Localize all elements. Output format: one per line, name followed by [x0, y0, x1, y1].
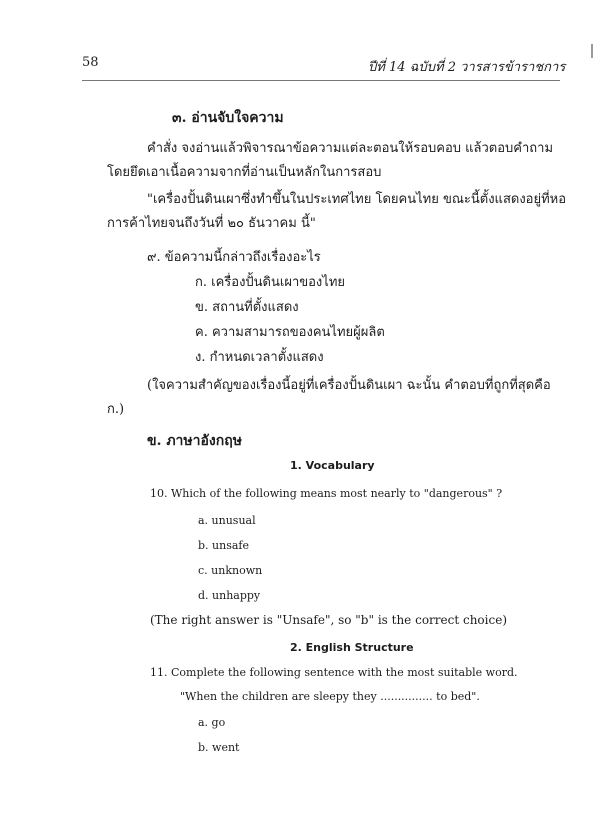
- passage-line-2: การค้าไทยจนถึงวันที่ ๒๐ ธันวาคม นี้": [107, 216, 316, 231]
- q10-choice-d: d. unhappy: [198, 589, 261, 602]
- header-rule: [82, 80, 560, 81]
- margin-mark: [591, 44, 593, 58]
- q11-sentence: "When the children are sleepy they ............... to bed".: [180, 690, 480, 703]
- vocabulary-heading: 1. Vocabulary: [290, 459, 375, 472]
- q11-choice-b: b. went: [198, 741, 240, 754]
- q11-choice-a: a. go: [198, 716, 226, 729]
- q10-note: (The right answer is "Unsafe", so "b" is the correct choice): [150, 613, 507, 627]
- choice-kho: ข. สถานที่ตั้งแสดง: [195, 300, 299, 315]
- page-number: 58: [82, 55, 99, 70]
- instruction-line-1: คำสั่ง จงอ่านแล้วพิจารณาข้อความแต่ละตอนให้รอบคอบ แล้วตอบคำถาม: [147, 141, 554, 156]
- section-b-title: ข. ภาษาอังกฤษ: [147, 433, 242, 449]
- explanation-line-2: ก.): [107, 402, 125, 417]
- q10-choice-c: c. unknown: [198, 564, 263, 577]
- choice-ko: ก. เครื่องปั้นดินเผาของไทย: [195, 275, 346, 290]
- choice-ngo: ง. กำหนดเวลาตั้งแสดง: [195, 350, 324, 365]
- question-11: 11. Complete the following sentence with the most suitable word.: [150, 666, 518, 679]
- english-structure-heading: 2. English Structure: [290, 641, 414, 654]
- q10-choice-b: b. unsafe: [198, 539, 249, 552]
- passage-line-1: "เครื่องปั้นดินเผาซึ่งทำขึ้นในประเทศไทย โดยคนไทย ขณะนี้ตั้งแสดงอยู่ที่หอ: [147, 192, 567, 207]
- explanation-line-1: (ใจความสำคัญของเรื่องนี้อยู่ที่เครื่องปั้นดินเผา ฉะนั้น คำตอบที่ถูกที่สุดคือ: [147, 378, 551, 393]
- q10-choice-a: a. unusual: [198, 514, 256, 527]
- question-10: 10. Which of the following means most nearly to "dangerous" ?: [150, 487, 503, 500]
- instruction-line-2: โดยยึดเอาเนื้อความจากที่อ่านเป็นหลักในการสอบ: [107, 165, 382, 180]
- running-title: ปีที่ 14 ฉบับที่ 2 วารสารข้าราชการ: [368, 60, 566, 75]
- section-3-title: ๓. อ่านจับใจความ: [172, 110, 284, 126]
- choice-kho-khwai: ค. ความสามารถของคนไทยผู้ผลิต: [195, 325, 385, 340]
- question-9: ๙. ข้อความนี้กล่าวถึงเรื่องอะไร: [147, 250, 321, 265]
